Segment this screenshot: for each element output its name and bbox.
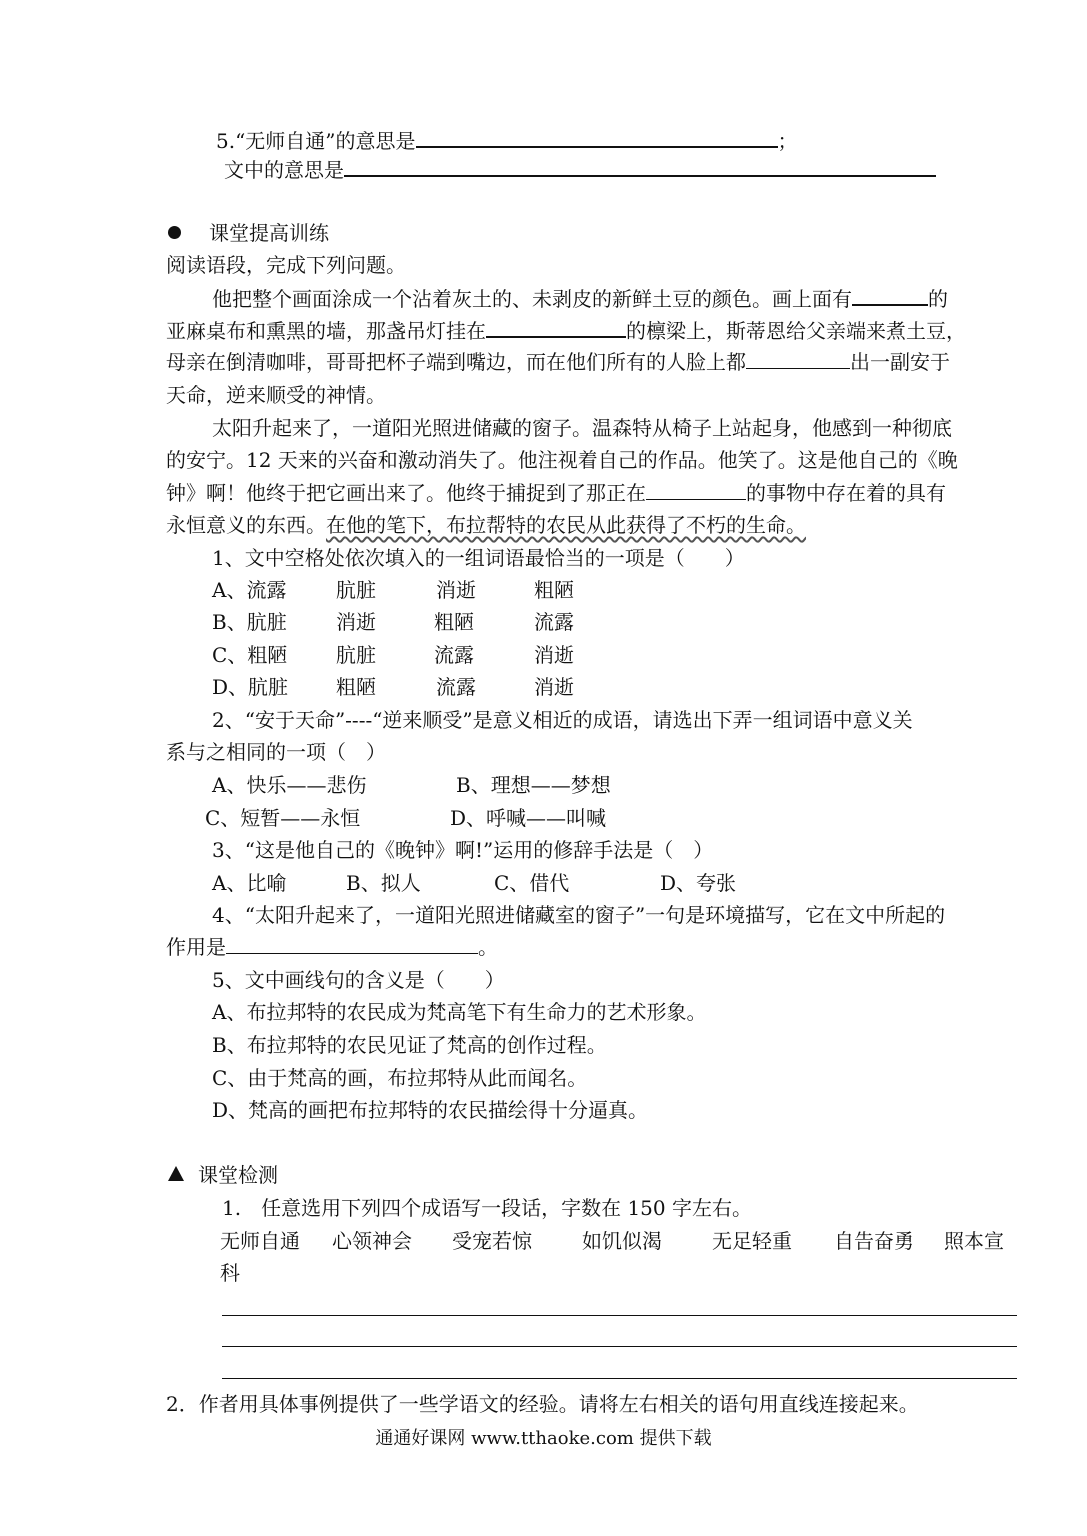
answer-blank[interactable] — [226, 935, 478, 954]
q2-option-a[interactable]: A、快乐——悲伤 — [212, 773, 367, 797]
p2-line4: 永恒意义的东西。在他的笔下，布拉帮特的农民从此获得了不朽的生命。 — [166, 513, 806, 537]
q4-stem-line1: 4、“太阳升起来了，一道阳光照进储藏室的窗子”一句是环境描写，它在文中所起的 — [212, 903, 946, 927]
q5-option-b[interactable]: B、布拉邦特的农民见证了梵高的创作过程。 — [212, 1033, 607, 1057]
q1-stem: 1、文中空格处依次填入的一组词语最恰当的一项是（ ） — [212, 546, 745, 570]
q2-stem-line1: 2、“安于天命”----“逆来顺受”是意义相近的成语，请选出下弄一组词语中意义关 — [212, 708, 913, 732]
bullet-icon — [168, 226, 181, 239]
check-q1: 1. 任意选用下列四个成语写一段话，字数在 150 字左右。 — [222, 1196, 752, 1220]
q2-option-b[interactable]: B、理想——梦想 — [456, 773, 611, 797]
p2-line2: 的安宁。12 天来的兴奋和激动消失了。他注视着自己的作品。他笑了。这是他自己的《晚 — [166, 448, 958, 472]
idiom: 如饥似渴 — [582, 1229, 662, 1253]
idiom: 心领神会 — [332, 1229, 412, 1253]
q1-option-b[interactable]: B、肮脏 — [212, 610, 287, 634]
q4-stem-line2: 作用是 。 — [166, 935, 498, 959]
triangle-icon — [168, 1166, 184, 1181]
writing-line[interactable] — [222, 1315, 1017, 1316]
q1-option-a[interactable]: A、流露 — [212, 578, 287, 602]
q1-option-c[interactable]: C、粗陋 — [212, 643, 288, 667]
q5-top-line1: 5.“无师自通”的意思是 ； — [216, 129, 798, 153]
writing-line[interactable] — [222, 1346, 1017, 1347]
p1-line3: 母亲在倒清咖啡，哥哥把杯子端到嘴边，而在他们所有的人脸上都 出一副安于 — [166, 350, 950, 374]
q2-option-d[interactable]: D、呼喊——叫喊 — [450, 806, 607, 830]
q2-option-c[interactable]: C、短暂——永恒 — [205, 806, 361, 830]
idiom: 受宠若惊 — [452, 1229, 532, 1253]
idiom: 照本宣 — [944, 1229, 1004, 1253]
idiom: 自告奋勇 — [834, 1229, 914, 1253]
p1-line4: 天命，逆来顺受的神情。 — [166, 383, 386, 407]
idiom-tail: 科 — [220, 1261, 240, 1285]
p1-line1: 他把整个画面涂成一个沾着灰土的、未剥皮的新鲜土豆的颜色。画上面有 的 — [212, 287, 948, 311]
q5-top-line2: 文中的意思是 — [224, 157, 936, 182]
q1-option-d[interactable]: D、肮脏 — [212, 675, 289, 699]
q5-option-d[interactable]: D、梵高的画把布拉邦特的农民描绘得十分逼真。 — [212, 1098, 649, 1122]
p1-line2: 亚麻桌布和熏黑的墙，那盏吊灯挂在 的檩梁上，斯蒂恩给父亲端来煮土豆， — [166, 319, 966, 343]
fill-blank-2[interactable] — [486, 318, 626, 338]
q3-stem: 3、“这是他自己的《晚钟》啊!”运用的修辞手法是（ ） — [212, 838, 714, 862]
q3-option-b[interactable]: B、拟人 — [346, 871, 421, 895]
q3-option-c[interactable]: C、借代 — [494, 871, 570, 895]
p2-line1: 太阳升起来了，一道阳光照进储藏的窗子。温森特从椅子上站起身，他感到一种彻底 — [212, 416, 952, 440]
writing-line[interactable] — [222, 1378, 1017, 1379]
q3-option-a[interactable]: A、比喻 — [212, 871, 287, 895]
fill-blank-4[interactable] — [646, 481, 746, 500]
q3-option-d[interactable]: D、夸张 — [660, 871, 737, 895]
page-footer: 通通好课网 www.tthaoke.com 提供下载 — [375, 1428, 712, 1449]
check-q2: 2．作者用具体事例提供了一些学语文的经验。请将左右相关的语句用直线连接起来。 — [166, 1392, 919, 1416]
q2-stem-line2: 系与之相同的一项（ ） — [166, 740, 386, 764]
q5-option-c[interactable]: C、由于梵高的画，布拉邦特从此而闻名。 — [212, 1066, 588, 1090]
answer-blank[interactable] — [416, 128, 778, 148]
fill-blank-3[interactable] — [746, 350, 850, 369]
section-title-training: 课堂提高训练 — [168, 221, 329, 245]
underlined-sentence: 在他的笔下，布拉帮特的农民从此获得了不朽的生命。 — [326, 513, 806, 537]
q5-stem: 5、文中画线句的含义是（ ） — [212, 968, 505, 992]
answer-blank[interactable] — [344, 157, 936, 177]
q5-top-prefix: 5.“无师自通”的意思是 — [216, 129, 416, 153]
fill-blank-1[interactable] — [852, 286, 928, 306]
q5-option-a[interactable]: A、布拉邦特的农民成为梵高笔下有生命力的艺术形象。 — [212, 1000, 707, 1024]
idiom: 无师自通 — [220, 1229, 300, 1253]
idiom: 无足轻重 — [712, 1229, 792, 1253]
instruction: 阅读语段，完成下列问题。 — [166, 253, 406, 277]
p2-line3: 钟》啊！他终于把它画出来了。他终于捕捉到了那正在 的事物中存在着的具有 — [166, 481, 946, 505]
section-title-check: 课堂检测 — [168, 1163, 278, 1187]
document-page: 5.“无师自通”的意思是 ； 文中的意思是 课堂提高训练 阅读语段，完成下列问题。 他把整个画面涂成一个沾着灰土的、未剥皮的新鲜土豆的颜色。画上面有 的 亚麻桌布和熏黑的墙，那盏吊灯挂在 的檩梁上，斯蒂恩给父亲端来煮土豆， 母亲在倒清咖啡，哥哥把杯子端到嘴边，而在他们所有的人脸上都 出一副安于 天命，逆来顺受的神情。 太阳升起来了，一道阳光照进储藏的窗子。温森特从椅子上站起身，他感到一种彻底 的安宁。12 天来的兴奋和激动消失了。他注视着自己的作品。他笑了。这是他自己的《晚 钟》啊！他终于把它画出来了。他终于捕捉到了那正在 的事物中存在着的具有 永恒意义的东西。在他的笔下，布拉帮特的农民从此获得了不朽的生命。 1、文中空格处依次填入的一组词语最恰当的一项是（ ） A、流露 肮脏 消逝 粗陋 B、肮脏 消逝 粗陋 流露 C、粗陋 肮脏 流露 消逝 D、肮脏 粗陋 流露 消逝 2、“安于天命”----“逆来顺受”是意义相近的成语，请选出下弄一组词语中意义关 系与之相同的一项（ ） A、快乐——悲伤 B、理想——梦想 C、短暂——永恒 D、呼喊——叫喊 3、“这是他自己的《晚钟》啊!”运用的修辞手法是（ ） A、比喻 B、拟人 C、借代 D、夸张 4、“太阳升起来了，一道阳光照进储藏室的窗子”一句是环境描写，它在文中所起的 作用是 。 5、文中画线句的含义是（ ） A、布拉邦特的农民成为梵高笔下有生命力的艺术形象。 B、布拉邦特的农民见证了梵高的创作过程。 C、由于梵高的画，布拉邦特从此而闻名。 D、梵高的画把布拉邦特的农民描绘得十分逼真。 课堂检测 1. 任意选用下列四个成语写一段话，字数在 150 字左右。 无师自通 心领神会 受宠若惊 如饥似渴 无足轻重 自告奋勇 照本宣 科 2．作者用具体事例提供了一些学语文的经验。请将左右相关的语句用直线连接起来。 通通好课网 www.tthaoke.com 提供下载 — [0, 0, 1087, 1536]
